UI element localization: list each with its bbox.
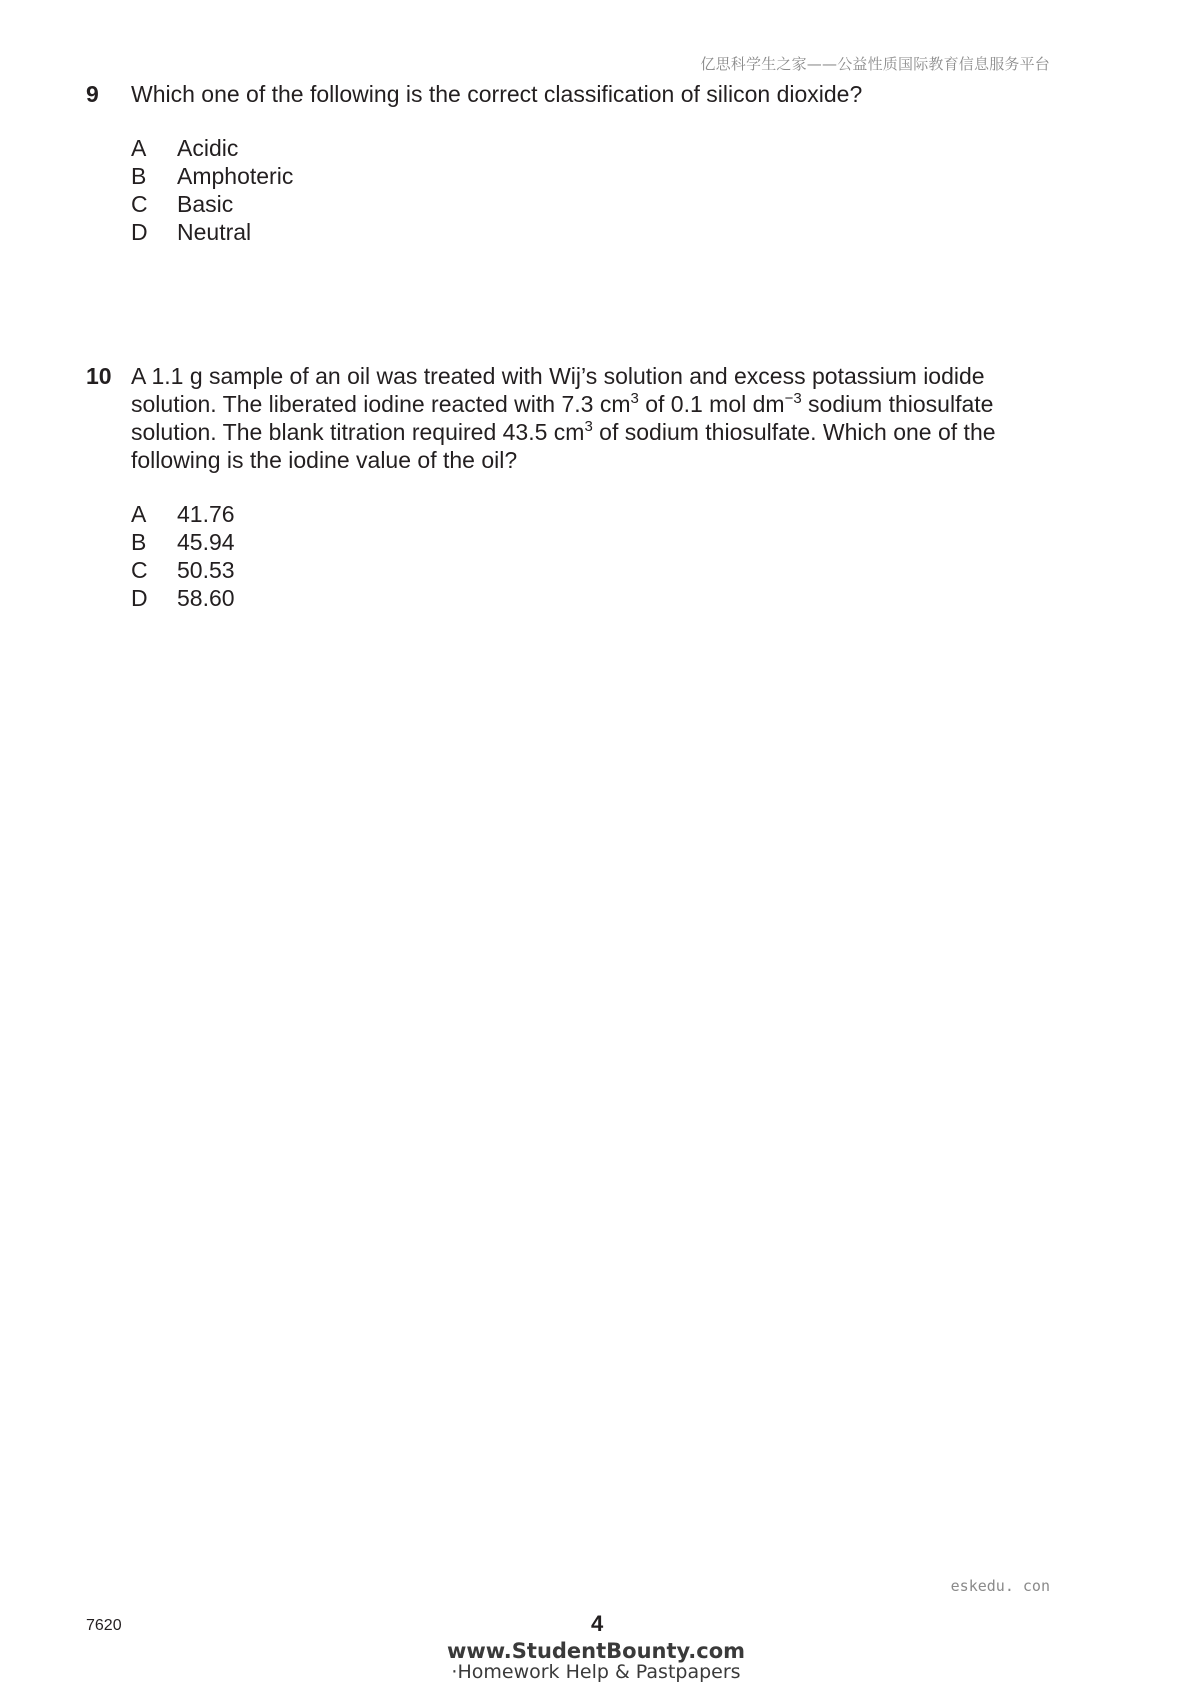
question-text: Which one of the following is the correct classification of silicon dioxide?	[131, 81, 863, 107]
question-text-part: of 0.1 mol dm	[638, 391, 785, 417]
option-text: Acidic	[177, 135, 239, 161]
option-letter: A	[131, 501, 147, 527]
option-letter: A	[131, 135, 147, 161]
option-letter: C	[131, 191, 148, 217]
question-text-part: of sodium thiosulfate. Which one of the following is the iodine value of the oil?	[131, 419, 996, 473]
option-letter: D	[131, 585, 148, 611]
logo-url: www.StudentBounty.com	[446, 1639, 746, 1663]
question-number: 9	[86, 81, 99, 107]
answer-options	[131, 500, 1066, 612]
answer-options	[131, 134, 1066, 246]
option-letter: B	[131, 163, 147, 189]
question-9	[86, 80, 1066, 246]
superscript: 3	[584, 418, 593, 435]
option-d[interactable]	[131, 218, 1066, 246]
superscript: −3	[784, 390, 802, 407]
paper-code: 7620	[86, 1617, 122, 1634]
option-letter: C	[131, 557, 148, 583]
question-text	[131, 362, 1066, 474]
option-b[interactable]	[131, 528, 1066, 556]
option-text: Basic	[177, 191, 234, 217]
option-text: 50.53	[177, 557, 235, 583]
option-text: Neutral	[177, 219, 252, 245]
header-watermark: 亿思科学生之家——公益性质国际教育信息服务平台	[700, 55, 1050, 73]
option-c[interactable]	[131, 556, 1066, 584]
option-text: 45.94	[177, 529, 235, 555]
option-a[interactable]	[131, 134, 1066, 162]
superscript: 3	[630, 390, 639, 407]
option-a[interactable]	[131, 500, 1066, 528]
option-letter: D	[131, 219, 148, 245]
logo-tagline: ·Homework Help & Pastpapers	[451, 1661, 741, 1683]
question-10	[86, 362, 1066, 612]
question-text-part: sodium thiosulfate solution. The blank titration required 43.5 cm	[131, 391, 994, 445]
option-b[interactable]	[131, 162, 1066, 190]
option-text: 58.60	[177, 585, 235, 611]
option-letter: B	[131, 529, 147, 555]
option-text: Amphoteric	[177, 163, 294, 189]
question-number: 10	[86, 363, 112, 389]
question-text-part: A 1.1 g sample of an oil was treated with Wij’s solution and excess potassium iodide solution. The liberated iodine reacted with 7.3 cm	[131, 363, 985, 417]
site-watermark: eskedu. con	[950, 1577, 1050, 1595]
option-text: 41.76	[177, 501, 235, 527]
option-c[interactable]	[131, 190, 1066, 218]
option-d[interactable]	[131, 584, 1066, 612]
studentbounty-logo[interactable]	[446, 1641, 746, 1683]
page-number: 4	[591, 1611, 604, 1636]
